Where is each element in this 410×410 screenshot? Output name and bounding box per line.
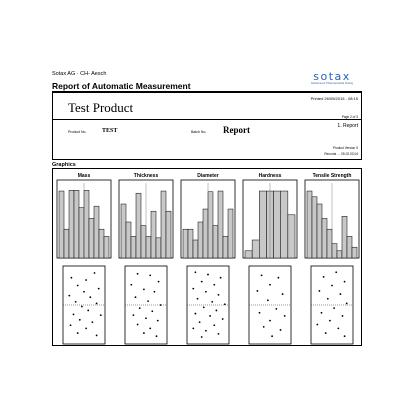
scatter-point (323, 276, 325, 278)
histogram-bar (74, 190, 79, 258)
scatter-point (94, 272, 96, 274)
scatter-point (85, 279, 87, 281)
scatter-point (344, 335, 346, 337)
histogram-bar (312, 197, 317, 258)
histogram-bar (161, 191, 166, 258)
panel-hardness (243, 173, 297, 344)
histogram-bar (69, 190, 74, 258)
scatter-point (344, 281, 346, 283)
histogram-bar (121, 204, 126, 258)
histogram-bar (288, 215, 295, 258)
scatter-point (261, 274, 263, 276)
scatter-point (271, 335, 273, 337)
scatter-point (147, 300, 149, 302)
scatter-point (321, 312, 323, 314)
panel-thickness (119, 173, 173, 344)
records-info: Records → 05.02.03.04 (324, 152, 358, 156)
scatter-point (87, 310, 89, 312)
histogram-bar (89, 218, 94, 258)
scatter-point (158, 281, 160, 283)
scatter-point (280, 329, 282, 331)
histogram-bar (327, 229, 332, 258)
histogram-bar (213, 226, 218, 258)
scatter-point (68, 295, 70, 297)
histogram-bar (332, 244, 337, 258)
scatter-point (325, 332, 327, 334)
scatter-point (137, 324, 139, 326)
scatter-point (203, 306, 205, 308)
scatter-point (319, 290, 321, 292)
scatter-point (220, 277, 222, 279)
scatter-point (77, 332, 79, 334)
histogram-bar (136, 193, 141, 258)
histogram-bar (126, 222, 131, 258)
histogram-bar (156, 238, 161, 258)
company-name: Sotax AG · CH- Aesch (52, 71, 107, 77)
scatter-point (331, 285, 333, 287)
scatter-point (96, 335, 98, 337)
scatter-point (340, 293, 342, 295)
product-no-value: TEST (102, 128, 118, 134)
product-no-label: Product No. (68, 130, 87, 134)
histogram-bar (307, 191, 312, 258)
scatter-point (149, 328, 151, 330)
panel-title-hardness: Hardness (258, 173, 282, 179)
histogram-bar (166, 211, 171, 258)
panel-mass (57, 173, 111, 344)
scatter-point (143, 332, 145, 334)
scatter-point (282, 293, 284, 295)
batch-no-label: Batch No. (191, 130, 207, 134)
scatter-point (209, 315, 211, 317)
histogram-bar (59, 191, 64, 258)
scatter-point (133, 314, 135, 316)
panel-title-thickness: Thickness (133, 173, 159, 179)
scatter-point (218, 333, 220, 335)
histogram-bar (281, 191, 288, 258)
scatter-point (269, 320, 271, 322)
scatter-point (224, 303, 226, 305)
scatter-point (275, 308, 277, 310)
histogram-bar (104, 236, 109, 258)
scatter-point (263, 326, 265, 328)
panel-title-tensile-strength: Tensile Strength (312, 173, 352, 179)
histogram-bar (131, 236, 136, 258)
scatter-point (77, 285, 79, 287)
scatter-point (201, 281, 203, 283)
sotax-logo (303, 70, 361, 88)
scatter-point (205, 291, 207, 293)
scatter-point (259, 312, 261, 314)
scatter-point (284, 315, 286, 317)
histogram-bar (218, 191, 223, 258)
histogram-bar (223, 236, 228, 258)
scatter-point (79, 319, 81, 321)
scatter-point (346, 303, 348, 305)
scatter-point (73, 313, 75, 315)
histogram-bar (337, 251, 342, 258)
panel-diameter (181, 173, 235, 344)
graphics-panels (52, 168, 362, 346)
scatter-point (337, 328, 339, 330)
scatter-point (154, 291, 156, 293)
scatter-point (201, 336, 203, 338)
scatter-point (213, 284, 215, 286)
scatter-point (192, 288, 194, 290)
scatter-point (269, 284, 271, 286)
scatter-point (218, 294, 220, 296)
report-type: 1. Report (337, 123, 358, 129)
scatter-point (216, 310, 218, 312)
scatter-point (197, 298, 199, 300)
logo-subtitle: Solutions for Pharmaceutical Testing (311, 82, 353, 85)
scatter-point (100, 314, 102, 316)
scatter-point (85, 328, 87, 330)
scatter-point (316, 324, 318, 326)
histogram-bar (208, 192, 213, 258)
histogram-bar (84, 190, 89, 258)
scatter-point (81, 306, 83, 308)
scatter-point (160, 304, 162, 306)
scatter-point (199, 321, 201, 323)
logo-wordmark: sotax (313, 70, 351, 83)
scatter-point (207, 274, 209, 276)
scatter-point (139, 307, 141, 309)
histogram-bar (141, 226, 146, 258)
histogram-bar (151, 211, 156, 258)
panel-title-mass: Mass (77, 173, 91, 179)
product-version: Product Version 5 (332, 146, 358, 150)
scatter-point (92, 321, 94, 323)
scatter-point (98, 288, 100, 290)
scatter-point (222, 318, 224, 320)
product-name: Test Product (68, 100, 134, 115)
product-info-divider (52, 119, 362, 120)
scatter-point (257, 290, 259, 292)
histogram-bar (245, 251, 252, 258)
scatter-point (335, 271, 337, 273)
scatter-point (89, 296, 91, 298)
histogram-bar (347, 236, 352, 258)
scatter-point (149, 274, 151, 276)
scatter-point (211, 301, 213, 303)
histogram-bar (99, 229, 104, 258)
scatter-point (333, 307, 335, 309)
histogram-bar (228, 209, 233, 258)
scatter-point (278, 277, 280, 279)
histogram-bar (188, 229, 193, 258)
panel-title-diameter: Diameter (197, 173, 219, 179)
scatter-point (267, 299, 269, 301)
printed-timestamp: Printed 26/05/2015 - 08:15 (310, 96, 358, 101)
histogram-bar (183, 229, 188, 258)
page-indicator: Page 2 of 3 (341, 115, 358, 119)
scatter-point (137, 273, 139, 275)
histogram-bar (342, 216, 347, 258)
scatter-point (96, 303, 98, 305)
panel-tensile-strength (305, 173, 359, 344)
histogram-bar (252, 240, 259, 258)
scatter-point (327, 298, 329, 300)
scatter-point (151, 310, 153, 312)
scatter-point (329, 320, 331, 322)
histogram-bar (322, 218, 327, 258)
histogram-bar (64, 229, 69, 258)
histogram-bar (198, 222, 203, 258)
scatter-point (195, 271, 197, 273)
scatter-point (130, 284, 132, 286)
histogram-bar (146, 236, 151, 258)
scatter-point (70, 324, 72, 326)
histogram-bar (203, 209, 208, 258)
scatter-point (83, 291, 85, 293)
scatter-point (156, 335, 158, 337)
histogram-bar (317, 204, 322, 258)
batch-no-value: Report (223, 125, 250, 135)
histogram-bar (352, 247, 357, 258)
report-title: Report of Automatic Measurement (52, 81, 191, 91)
scatter-point (135, 296, 137, 298)
scatter-point (71, 277, 73, 279)
histogram-bar (193, 240, 198, 258)
scatter-point (342, 315, 344, 317)
histogram-bar (79, 208, 84, 258)
histogram-bar (94, 206, 99, 258)
scatter-point (143, 289, 145, 291)
scatter-point (195, 313, 197, 315)
scatter-point (157, 320, 159, 322)
histogram-bar (274, 191, 281, 258)
scatter-point (192, 328, 194, 330)
graphics-section-label: Graphics (52, 162, 76, 168)
scatter-point (205, 330, 207, 332)
scatter-point (145, 317, 147, 319)
histogram-bar (259, 191, 266, 258)
scatter-point (75, 301, 77, 303)
scatter-point (213, 324, 215, 326)
